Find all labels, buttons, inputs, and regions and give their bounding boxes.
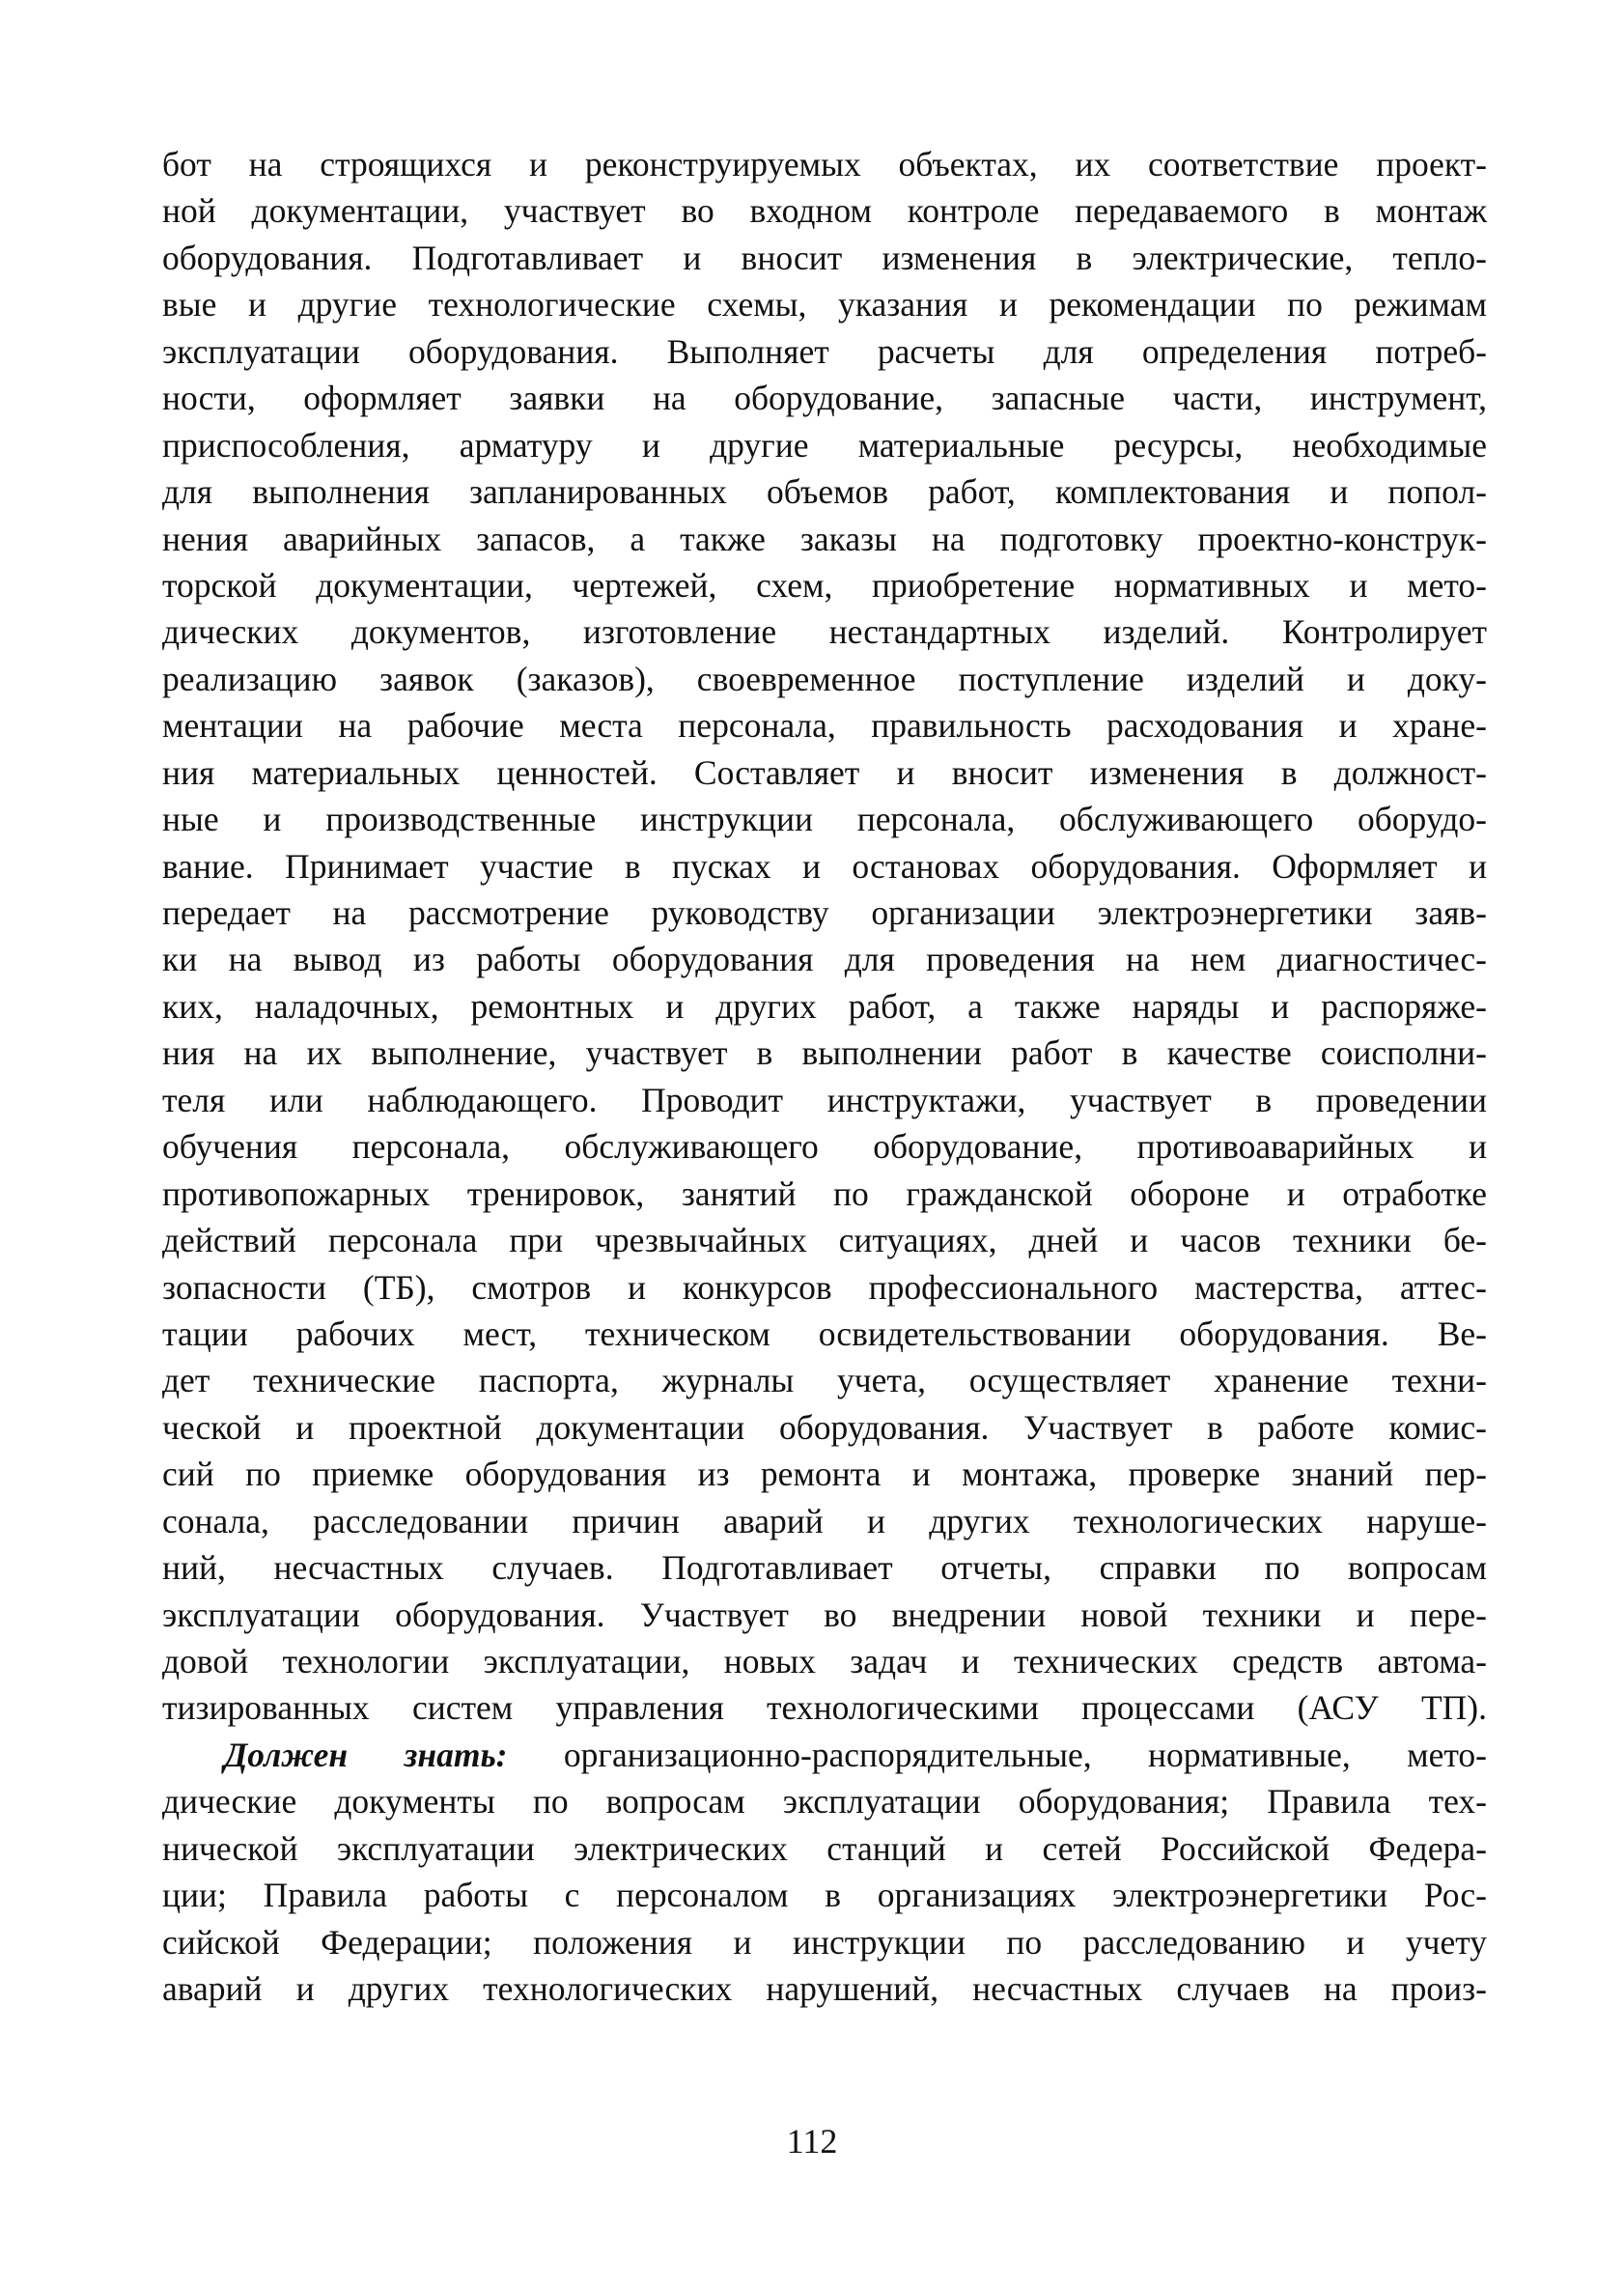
- text-line: действий персонала при чрезвычайных ситуациях, дней и часов техники бе-: [162, 1221, 1487, 1260]
- text-line: сонала, расследовании причин аварий и других технологических наруше-: [162, 1501, 1487, 1540]
- text-line: теля или наблюдающего. Проводит инструктажи, участвует в проведении: [162, 1080, 1487, 1119]
- text-line: ких, наладочных, ремонтных и других работ, а также наряды и распоряже-: [162, 986, 1487, 1026]
- paragraph-two-first-line: [162, 1732, 1487, 1778]
- text-line: реализацию заявок (заказов), своевременное поступление изделий и доку-: [162, 659, 1487, 698]
- text-line: ния на их выполнение, участвует в выполнении работ в качестве соисполни-: [162, 1033, 1487, 1073]
- text-line: ния материальных ценностей. Составляет и вносит изменения в должност-: [162, 752, 1487, 792]
- text-line: торской документации, чертежей, схем, приобретение нормативных и мето-: [162, 565, 1487, 605]
- text-line: довой технологии эксплуатации, новых задач и технических средств автома-: [162, 1642, 1487, 1681]
- page-number: 112: [786, 2122, 838, 2161]
- text-line: вание. Принимает участие в пусках и остановах оборудования. Оформляет и: [162, 846, 1487, 886]
- text-line: тизированных систем управления технологическими процессами (АСУ ТП).: [162, 1688, 1487, 1728]
- text-line: дические документы по вопросам эксплуатации оборудования; Правила тех-: [162, 1782, 1487, 1822]
- text-line: дических документов, изготовление нестандартных изделий. Контролирует: [162, 612, 1487, 652]
- text-line: дет технические паспорта, журналы учета, осуществляет хранение техни-: [162, 1361, 1487, 1400]
- text-line: вые и другие технологические схемы, указания и рекомендации по режимам: [162, 285, 1487, 325]
- text-line: эксплуатации оборудования. Участвует во внедрении новой техники и пере-: [162, 1595, 1487, 1634]
- text-line: сий по приемке оборудования из ремонта и монтажа, проверке знаний пер-: [162, 1455, 1487, 1494]
- text-line: для выполнения запланированных объемов работ, комплектования и попол-: [162, 472, 1487, 512]
- text-line: бот на строящихся и реконструируемых объектах, их соответствие проект-: [162, 145, 1487, 184]
- text-line: сийской Федерации; положения и инструкции по расследованию и учету: [162, 1922, 1487, 1962]
- body-text: [162, 141, 1487, 2013]
- text-line: нения аварийных запасов, а также заказы на подготовку проектно-конструк-: [162, 519, 1487, 558]
- text-line: ний, несчастных случаев. Подготавливает отчеты, справки по вопросам: [162, 1548, 1487, 1588]
- text-line: обучения персонала, обслуживающего оборудование, противоаварийных и: [162, 1127, 1487, 1167]
- text-line: нической эксплуатации электрических станций и сетей Российской Федера-: [162, 1828, 1487, 1868]
- text-line: ции; Правила работы с персоналом в организациях электроэнергетики Рос-: [162, 1876, 1487, 1915]
- text-line: приспособления, арматуру и другие материальные ресурсы, необходимые: [162, 425, 1487, 465]
- text-line: зопасности (ТБ), смотров и конкурсов профессионального мастерства, аттес-: [162, 1267, 1487, 1307]
- text-line: ные и производственные инструкции персонала, обслуживающего оборудо-: [162, 800, 1487, 839]
- text-line: тации рабочих мест, техническом освидетельствовании оборудования. Ве-: [162, 1313, 1487, 1353]
- text-line: противопожарных тренировок, занятий по гражданской обороне и отработке: [162, 1173, 1487, 1213]
- text-line: передает на рассмотрение руководству организации электроэнергетики заяв-: [162, 893, 1487, 932]
- text-line: ной документации, участвует во входном контроле передаваемого в монтаж: [162, 191, 1487, 231]
- text-line: эксплуатации оборудования. Выполняет расчеты для определения потреб-: [162, 331, 1487, 371]
- text-line: ческой и проектной документации оборудования. Участвует в работе комис-: [162, 1407, 1487, 1447]
- text-line: ментации на рабочие места персонала, правильность расходования и хране-: [162, 706, 1487, 746]
- term-should-know: Должен знать:: [224, 1735, 508, 1774]
- text-line: аварий и других технологических нарушений, несчастных случаев на произ-: [162, 1969, 1487, 2009]
- text-line: ки на вывод из работы оборудования для проведения на нем диагностичес-: [162, 940, 1487, 979]
- text-line: оборудования. Подготавливает и вносит изменения в электрические, тепло-: [162, 238, 1487, 277]
- text-line: ности, оформляет заявки на оборудование, запасные части, инструмент,: [162, 379, 1487, 418]
- paragraph-two-first-line-text: организационно-распорядительные, нормативные, мето-: [507, 1735, 1487, 1774]
